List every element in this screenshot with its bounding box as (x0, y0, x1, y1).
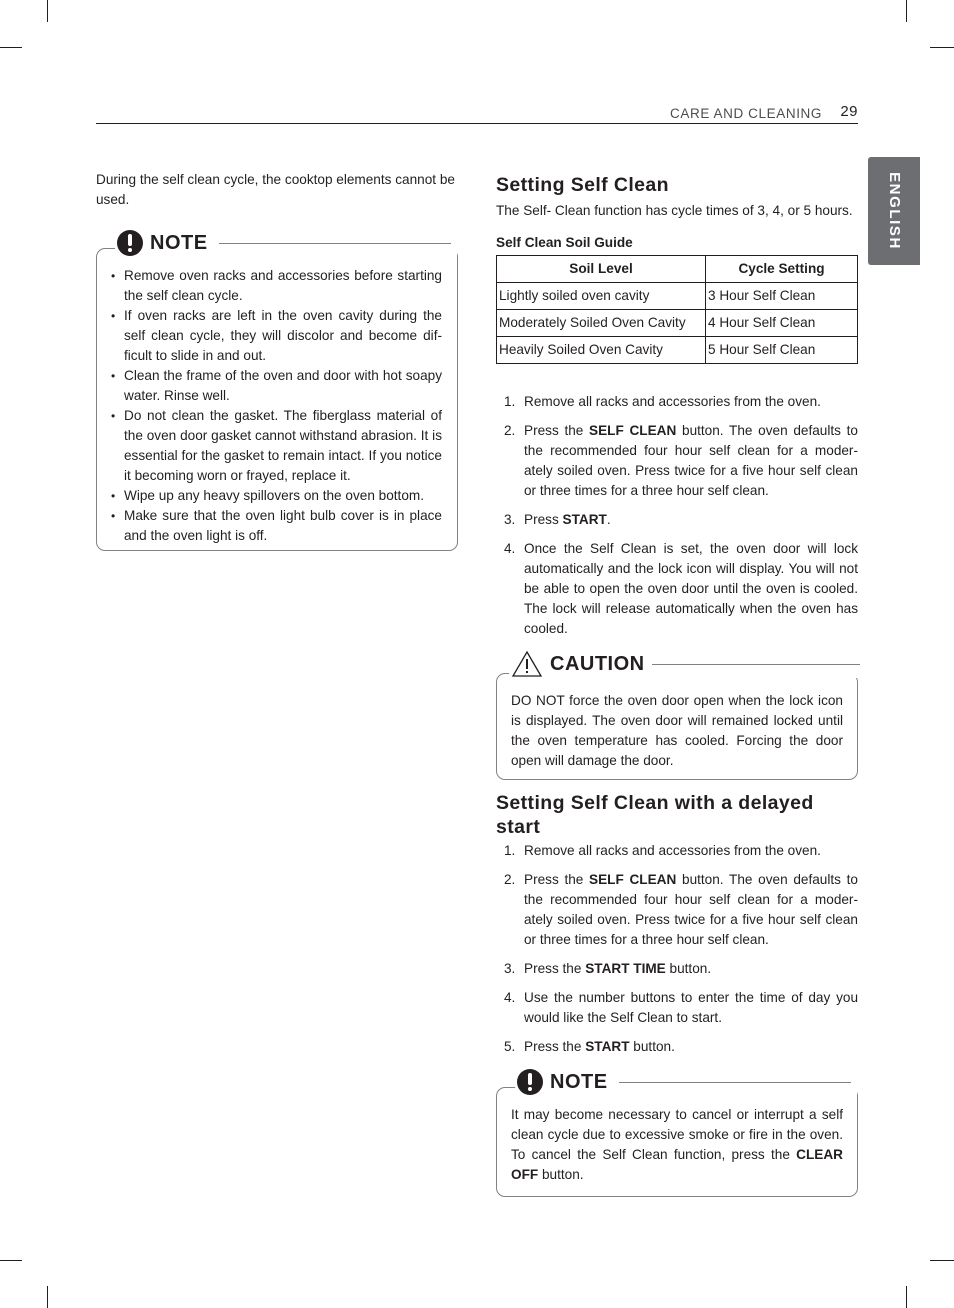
table-row (497, 310, 858, 337)
intro-text: During the self clean cycle, the cooktop elements cannot be used. (96, 172, 455, 207)
crop-mark (930, 47, 954, 48)
steps-list (496, 392, 858, 639)
heading-rule (652, 664, 860, 665)
note-heading (515, 1069, 857, 1095)
crop-mark (930, 1260, 954, 1261)
crop-mark (0, 1260, 22, 1261)
note-title: NOTE (550, 1071, 608, 1093)
list-item: 2. Press the SELF CLEAN button. The oven defaults to the recommended four hour self clean for a moder-ately soiled oven. Press twice for a five hour self clean or three times for a three hour self clean. (504, 423, 858, 498)
table-row (497, 283, 858, 310)
note-title: NOTE (150, 232, 208, 254)
list-item: 3. Press the START TIME button. (504, 961, 712, 976)
section-heading: Setting Self Clean (496, 174, 669, 196)
list-item: • Make sure that the oven light bulb cover is in place and the oven light is off. (111, 506, 442, 546)
section-title: CARE AND CLEANING (670, 106, 822, 121)
steps-list (496, 841, 858, 1057)
soil-guide-table (496, 255, 858, 364)
list-item: 4. Use the number buttons to enter the time of day you would like the Self Clean to start. (504, 990, 858, 1025)
column-header: Cycle Setting (706, 256, 858, 283)
caution-box (496, 653, 858, 780)
section-heading: Setting Self Clean with a delayed start (496, 792, 814, 838)
list-item: 2. Press the SELF CLEAN button. The oven defaults to the recommended four hour self clean for a moder-ately soiled oven. Press twice for a five hour self clean or three times for a three hour self clean. (504, 872, 858, 947)
crop-mark (47, 0, 48, 22)
exclamation-icon (517, 1069, 543, 1095)
list-item: • If oven racks are left in the oven cavity during the self clean cycle, they will discolor and become dif-ficult to slide in and out. (111, 306, 442, 366)
note-text: It may become necessary to cancel or interrupt a self clean cycle due to excessive smoke or fire in the oven. To cancel the Self Clean function, press the CLEAR OFF button. (511, 1107, 843, 1182)
caution-title: CAUTION (550, 653, 645, 675)
table-row (497, 337, 858, 364)
table-cell: 5 Hour Self Clean (706, 337, 858, 364)
crop-mark (906, 0, 907, 22)
crop-mark (47, 1286, 48, 1308)
table-cell: Lightly soiled oven cavity (497, 283, 706, 310)
table-cell: 4 Hour Self Clean (706, 310, 858, 337)
warning-triangle-icon (511, 650, 543, 678)
heading-rule (219, 243, 451, 244)
list-item: • Clean the frame of the oven and door with hot soapy water. Rinse well. (111, 366, 442, 406)
column-header: Soil Level (497, 256, 706, 283)
list-item: • Do not clean the gasket. The fiberglass material of the oven door gasket cannot withstand abrasion. It is essential for the gasket to remain intact. If you notice it becoming worn or frayed, replace it. (111, 406, 442, 486)
heading-rule (619, 1082, 851, 1083)
exclamation-icon (117, 230, 143, 256)
right-column (496, 170, 858, 1197)
page-number: 29 (840, 103, 858, 120)
table-header-row (497, 256, 858, 283)
list-item: 3. Press START. (504, 512, 611, 527)
list-item: 1. Remove all racks and accessories from the oven. (504, 394, 821, 409)
table-cell: Heavily Soiled Oven Cavity (497, 337, 706, 364)
note-heading (115, 230, 457, 256)
crop-mark (0, 47, 22, 48)
page-header (96, 101, 858, 124)
note-box (496, 1071, 858, 1197)
caution-heading (509, 650, 866, 678)
note-list (111, 266, 442, 546)
list-item: • Remove oven racks and accessories before starting the self clean cycle. (111, 266, 442, 306)
list-item: 5. Press the START button. (504, 1039, 675, 1054)
language-tab-label: ENGLISH (886, 172, 903, 250)
section-intro: The Self- Clean function has cycle times of 3, 4, or 5 hours. (496, 203, 853, 218)
crop-mark (906, 1286, 907, 1308)
caution-text: DO NOT force the oven door open when the lock icon is displayed. The oven door will remained locked until the oven temperature has cooled. Forcing the door open will damage the door. (511, 693, 843, 768)
note-box (96, 232, 458, 551)
guide-title: Self Clean Soil Guide (496, 235, 633, 250)
list-item: 1. Remove all racks and accessories from the oven. (504, 843, 821, 858)
language-tab (868, 157, 920, 265)
list-item: • Wipe up any heavy spillovers on the oven bottom. (111, 486, 442, 506)
list-item: 4. Once the Self Clean is set, the oven door will lock automatically and the lock icon will display. You will not be able to open the oven door until the oven is cooled. The lock will release automatically when the oven has cooled. (504, 541, 858, 636)
left-column (96, 170, 458, 551)
table-cell: 3 Hour Self Clean (706, 283, 858, 310)
table-cell: Moderately Soiled Oven Cavity (497, 310, 706, 337)
